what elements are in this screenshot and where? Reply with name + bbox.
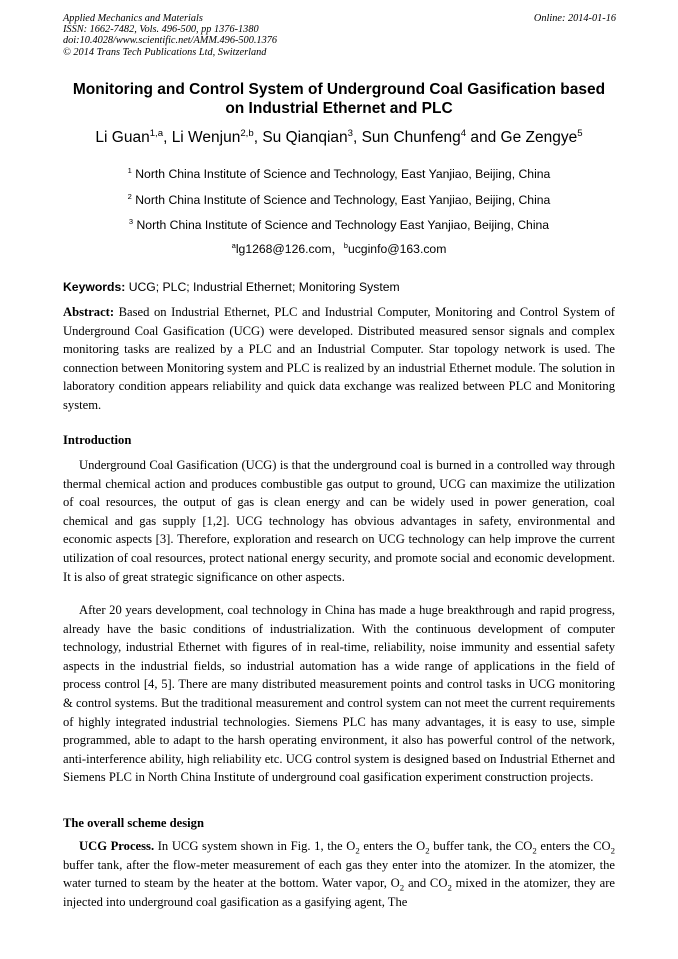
online-date: Online: 2014-01-16 [533, 13, 616, 24]
text-run: buffer tank, the CO [429, 839, 533, 853]
affiliation-2 [20, 193, 658, 207]
text-run: buffer tank, after the flow-meter measurement of each gas they enter into the atomizer. In the atomizer, the water turned to steam by the heater at the bottom. Water vapor, O [63, 857, 615, 891]
author-sep: , [352, 129, 362, 146]
affiliation-num: 2 [127, 191, 132, 201]
text-run: enters the O [359, 839, 426, 853]
author-sup: 1,a [149, 127, 164, 139]
title-line-2: on Industrial Ethernet and PLC [225, 100, 453, 117]
keywords-text: UCG; PLC; Industrial Ethernet; Monitoring System [125, 280, 400, 294]
author-sup: 4 [460, 127, 467, 139]
subscript-2: 2 [355, 845, 360, 856]
introduction-paragraph-1: Underground Coal Gasification (UCG) is that the underground coal is burned in a controlled way through thermal chemical action and produces combustible gas output to ground, UCG can maximize the utilization of coal resources, the output of gas is clean energy and can be widely used in power generation, coal chemical and gas supply [1,2]. UCG technology has obvious advantages in safety, environmental and economic aspects [3]. Therefore, exploration and research on UCG technology can help improve the current utilization of coal resources, protect national energy security, and promote social and economic development. It is also of great strategic significance on other aspects. [63, 458, 615, 584]
copyright-line: © 2014 Trans Tech Publications Ltd, Switzerland [63, 46, 267, 58]
abstract-label: Abstract: [63, 305, 115, 319]
subscript-2: 2 [399, 882, 405, 893]
author-name: Ge Zengye [500, 129, 578, 146]
doi-line[interactable]: doi:10.4028/www.scientific.net/AMM.496-500.1376 [63, 35, 278, 47]
affiliation-text: North China Institute of Science and Technology, East Yanjiao, Beijing, China [135, 193, 551, 207]
email-a[interactable]: lg1268@126.com [235, 242, 332, 256]
journal-name: Applied Mechanics and Materials [63, 13, 203, 24]
subscript-2: 2 [425, 845, 430, 856]
ucg-process-lead: UCG Process. [79, 839, 155, 853]
affiliation-1 [20, 167, 658, 181]
author-sep: , [163, 129, 172, 146]
affiliation-text: North China Institute of Science and Technology East Yanjiao, Beijing, China [136, 218, 550, 232]
email-mark-b: b [343, 240, 348, 250]
text-run: In UCG system shown in Fig. 1, the O [154, 839, 356, 853]
abstract [63, 303, 615, 415]
author-sep: , [253, 129, 263, 146]
text-run: mixed in the atomizer, they are injected into underground coal gasification as a gasifying agent, The [63, 876, 615, 909]
introduction-paragraph-2: After 20 years development, coal technology in China has made a huge breakthrough and rapid progress, already have the basic conditions of industrialization. With the continuous development of computer technology, industrial Ethernet with figures of in real-time, reliability, noise immunity and essential safety aspects in the industrial fields, so industrial automation has a wide range of applications in the field of process control [4, 5]. There are many distributed measurement points and control tasks in UCG monitoring & control systems. But the traditional measurement and control system can not meet the current requirements of highly integrated industrial technologies. Siemens PLC has many advantages, it is easy to use, simple programmed, able to adapt to the harsh operating environment, it also has powerful control of the network, anti-interference ability, high reliability etc. UCG control system is designed based on Industrial Ethernet and Siemens PLC in North China Institute of underground coal gasification experiment construction projects. [63, 603, 615, 785]
author-list [20, 128, 658, 148]
issn-line: ISSN: 1662-7482, Vols. 496-500, pp 1376-1380 [63, 24, 259, 36]
author-name: Li Guan [95, 129, 150, 146]
affiliation-num: 1 [127, 165, 132, 175]
overall-scheme-heading: The overall scheme design [63, 816, 204, 830]
email-separator: ， [331, 242, 344, 256]
email-b[interactable]: ucginfo@163.com [347, 242, 447, 256]
affiliation-num: 3 [128, 216, 134, 226]
author-sup: 2,b [240, 127, 254, 139]
text-run: enters the CO [536, 839, 611, 853]
affiliation-text: North China Institute of Science and Technology, East Yanjiao, Beijing, China [135, 167, 551, 181]
keywords [63, 280, 623, 294]
author-sep: and [466, 129, 501, 146]
keywords-label: Keywords: [63, 280, 126, 294]
journal-header [63, 13, 616, 58]
subscript-2: 2 [447, 882, 452, 893]
author-name: Su Qianqian [262, 129, 348, 146]
author-sup: 3 [347, 127, 353, 139]
affiliation-3 [20, 218, 658, 232]
subscript-2: 2 [610, 845, 615, 856]
ucg-process-paragraph [63, 837, 615, 957]
title-line-1: Monitoring and Control System of Underground Coal Gasification based [72, 81, 606, 98]
paper-title [30, 80, 648, 118]
abstract-text: Based on Industrial Ethernet, PLC and Industrial Computer, Monitoring and Control System of Underground Coal Gasification (UCG) were developed. Distributed measured sensor signals and complex monitoring tasks are realized by a PLC and an Industrial Computer. Star topology network is used. The connection between Monitoring system and PLC is realized by an industrial Ethernet module. The solution in laboratory condition appears reliability and quick data exchange was realized between PLC and Monitoring system. [63, 305, 615, 412]
author-sup: 5 [577, 127, 583, 139]
email-mark-a: a [231, 240, 236, 250]
introduction-heading: Introduction [63, 433, 132, 447]
author-emails [20, 242, 658, 256]
author-name: Sun Chunfeng [361, 129, 461, 146]
subscript-2: 2 [532, 845, 537, 856]
author-name: Li Wenjun [171, 129, 241, 146]
text-run: and CO [404, 876, 448, 891]
